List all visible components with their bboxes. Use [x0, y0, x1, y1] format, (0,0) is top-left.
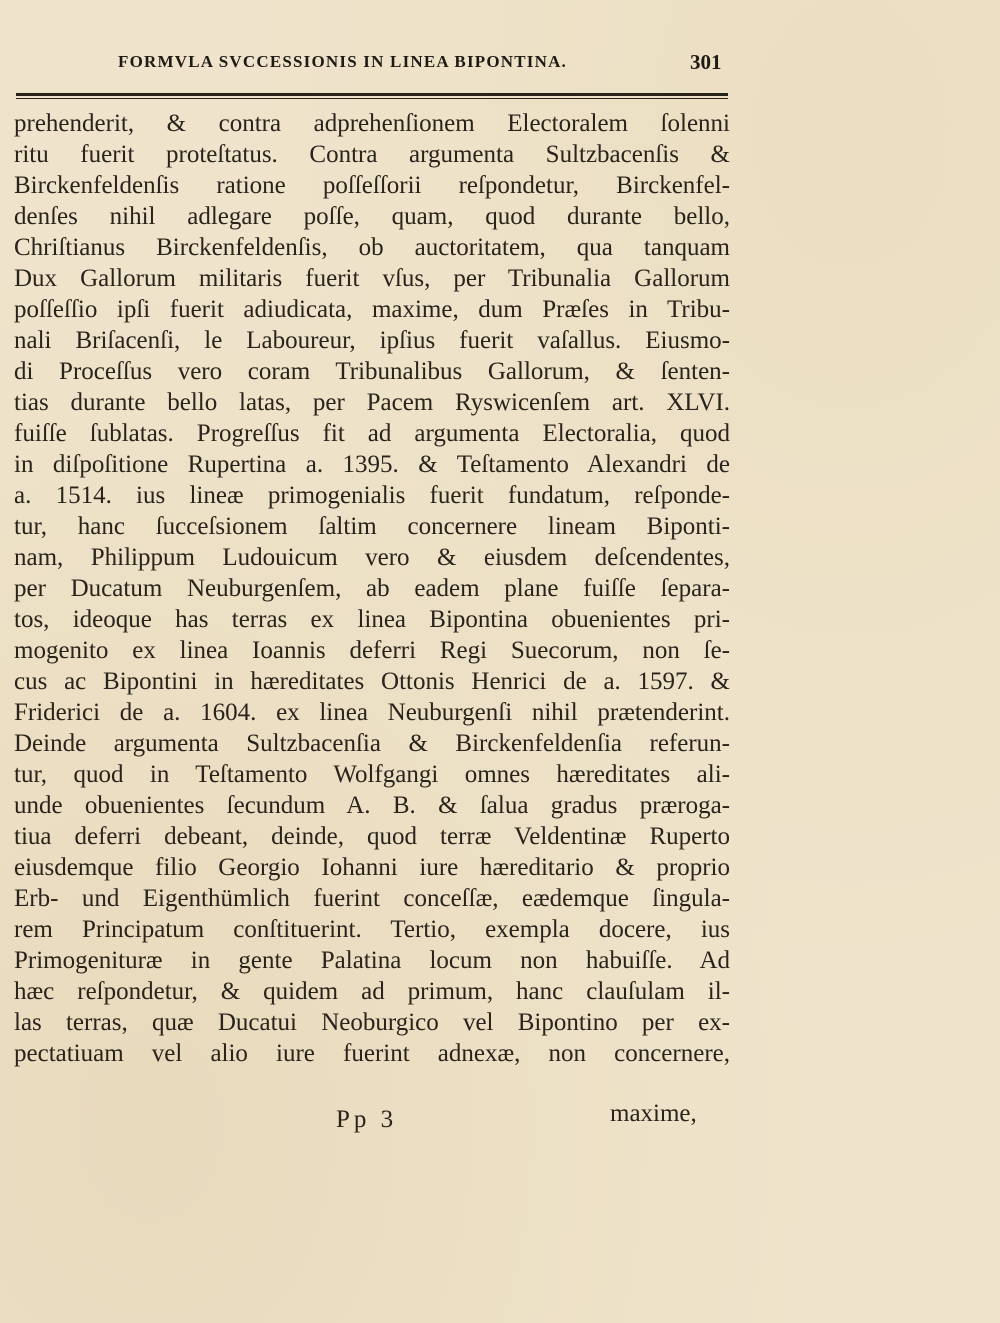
catchword: maxime, — [610, 1100, 697, 1127]
text-line: las terras, quæ Ducatui Neoburgico vel Bipontino per ex- — [14, 1009, 730, 1036]
text-line: cus ac Bipontini in hæreditates Ottonis Henrici de a. 1597. & — [14, 668, 730, 695]
text-line: nam, Philippum Ludouicum vero & eiusdem deſcendentes, — [14, 544, 730, 571]
text-line: Friderici de a. 1604. ex linea Neuburgenſi nihil prætenderint. — [14, 699, 730, 726]
text-line: tur, quod in Teſtamento Wolfgangi omnes hæreditates ali- — [14, 761, 730, 788]
text-line: Primogenituræ in gente Palatina locum non habuiſſe. Ad — [14, 947, 730, 974]
text-line: Deinde argumenta Sultzbacenſia & Birckenfeldenſia referun- — [14, 730, 730, 757]
text-line: di Proceſſus vero coram Tribunalibus Gallorum, & ſenten- — [14, 358, 730, 385]
text-line: ritu fuerit proteſtatus. Contra argumenta Sultzbacenſis & — [14, 141, 730, 168]
text-line: pectatiuam vel alio iure fuerint adnexæ, non concernere, — [14, 1040, 730, 1067]
text-line: Erb- und Eigenthümlich fuerint conceſſæ, eædemque ſingula- — [14, 885, 730, 912]
text-line: Chriſtianus Birckenfeldenſis, ob auctoritatem, qua tanquam — [14, 234, 730, 261]
running-head: FORMVLA SVCCESSIONIS IN LINEA BIPONTINA. — [118, 52, 568, 71]
text-line: in diſpoſitione Rupertina a. 1395. & Teſtamento Alexandri de — [14, 451, 730, 478]
text-line: mogenito ex linea Ioannis deferri Regi Suecorum, non ſe- — [14, 637, 730, 664]
text-line: tiua deferri debeant, deinde, quod terræ Veldentinæ Ruperto — [14, 823, 730, 850]
text-line: prehenderit, & contra adprehenſionem Electoralem ſolenni — [14, 110, 730, 137]
page-number: 301 — [690, 50, 722, 74]
text-line: tur, hanc ſucceſsionem ſaltim concernere lineam Biponti- — [14, 513, 730, 540]
text-line: unde obuenientes ſecundum A. B. & ſalua gradus prærogа- — [14, 792, 730, 819]
body-text — [14, 108, 730, 1069]
header-rule-thin — [16, 98, 728, 99]
text-line: Dux Gallorum militaris fuerit vſus, per Tribunalia Gallorum — [14, 265, 730, 292]
text-line: denſes nihil adlegare poſſe, quam, quod durante bello, — [14, 203, 730, 230]
text-line: nali Briſacenſi, le Laboureur, ipſius fuerit vaſallus. Eiusmo- — [14, 327, 730, 354]
text-line: rem Principatum conſtituerint. Tertio, exempla docere, ius — [14, 916, 730, 943]
header-rule-thick — [16, 93, 728, 96]
text-line: tias durante bello latas, per Pacem Ryswicenſem art. XLVI. — [14, 389, 730, 416]
text-line: Birckenfeldenſis ratione poſſeſſorii reſpondetur, Birckenfel- — [14, 172, 730, 199]
text-line: tos, ideoque has terras ex linea Bipontina obuenientes pri- — [14, 606, 730, 633]
text-line: hæc reſpondetur, & quidem ad primum, hanc clauſulam il- — [14, 978, 730, 1005]
text-line: a. 1514. ius lineæ primogenialis fuerit fundatum, reſponde- — [14, 482, 730, 509]
text-line: eiusdemque filio Georgio Iohanni iure hæreditario & proprio — [14, 854, 730, 881]
signature-mark: Pp 3 — [336, 1106, 398, 1133]
text-line: per Ducatum Neuburgenſem, ab eadem plane fuiſſe ſepara- — [14, 575, 730, 602]
text-line: fuiſſe ſublatas. Progreſſus fit ad argumenta Electoralia, quod — [14, 420, 730, 447]
text-line: poſſeſſio ipſi fuerit adiudicata, maxime, dum Præſes in Tribu- — [14, 296, 730, 323]
